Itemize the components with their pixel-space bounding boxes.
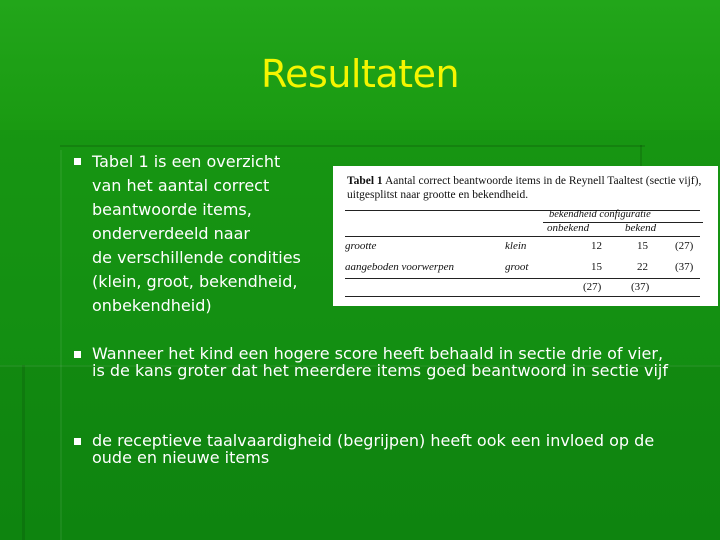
table-cell: 15 — [637, 240, 648, 252]
table-cell: (27) — [675, 240, 694, 252]
table-header-col: bekend — [625, 222, 657, 234]
table-cell: 15 — [591, 261, 602, 273]
decorative-line — [22, 365, 25, 540]
square-bullet-icon — [74, 432, 92, 466]
table-cell: 12 — [591, 240, 602, 252]
table-row-sub: klein — [505, 240, 527, 252]
table-row-label: aangeboden voorwerpen — [345, 261, 455, 273]
bullet-item — [74, 432, 694, 466]
table-caption — [347, 174, 707, 202]
slide-title: Resultaten — [260, 52, 460, 96]
table-caption-label: Tabel 1 — [347, 175, 383, 187]
table-total: (37) — [631, 281, 650, 293]
decorative-line — [60, 145, 645, 147]
bullet-item — [74, 345, 674, 379]
table-caption-text: Aantal correct beantwoorde items in de Reynell Taaltest (sectie vijf), uitgesplitst naar grootte en bekendheid. — [347, 175, 702, 201]
square-bullet-icon — [74, 345, 92, 379]
table-cell: (37) — [675, 261, 694, 273]
table-cell: 22 — [637, 261, 648, 273]
bullet-text: de receptieve taalvaardigheid (begrijpen) heeft ook een invloed op de oude en nieuwe items — [92, 431, 655, 467]
table-total: (27) — [583, 281, 602, 293]
table-row-label: grootte — [345, 240, 377, 252]
bullet-text: Wanneer het kind een hogere score heeft behaald in sectie drie of vier, is de kans groter dat het meerdere items goed beantwoord in sectie vijf — [92, 344, 668, 380]
square-bullet-icon — [74, 150, 92, 318]
table-rule — [345, 236, 700, 237]
bullet-item — [74, 150, 324, 318]
results-table-image — [333, 166, 718, 306]
table-rule — [345, 296, 700, 297]
table-header-group: bekendheid configuratie — [549, 209, 651, 220]
decorative-line — [60, 150, 62, 540]
table-rule — [345, 278, 700, 279]
table-row-sub: groot — [505, 261, 529, 273]
table-header-col: onbekend — [547, 222, 590, 234]
bullet-text: Tabel 1 is een overzicht van het aantal correct beantwoorde items, onderverdeeld naar de verschillende condities (klein, groot, bekendheid, onbekendheid) — [92, 152, 301, 315]
